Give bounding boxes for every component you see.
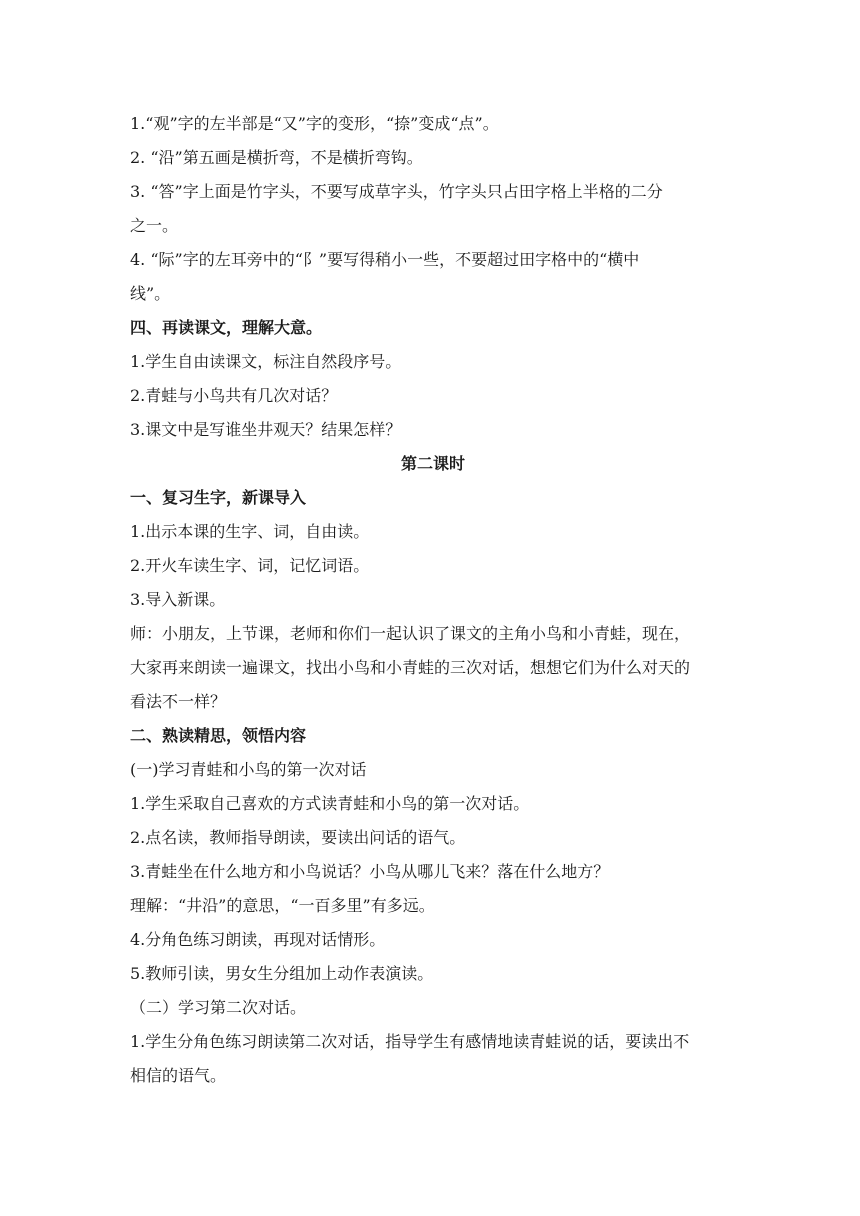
text-line-27: （二）学习第二次对话。 <box>130 998 307 1017</box>
text-line-5: 4. “际”字的左耳旁中的“阝”要写得稍小一些，不要超过田字格中的“横中 <box>130 250 640 269</box>
text-line-25: 4.分角色练习朗读，再现对话情形。 <box>130 930 386 949</box>
text-line-22: 2.点名读，教师指导朗读，要读出问话的语气。 <box>130 828 466 847</box>
text-line-10: 3.课文中是写谁坐井观天？结果怎样？ <box>130 420 402 439</box>
text-line-16: 师：小朋友，上节课，老师和你们一起认识了课文的主角小鸟和小青蛙，现在， <box>130 624 691 643</box>
section-heading-1: 一、复习生字，新课导入 <box>130 488 307 507</box>
text-line-18: 看法不一样？ <box>130 692 227 711</box>
text-line-20: (一)学习青蛙和小鸟的第一次对话 <box>130 760 367 779</box>
text-line-4: 之一。 <box>130 216 179 235</box>
text-line-26: 5.教师引读，男女生分组加上动作表演读。 <box>130 964 434 983</box>
text-line-1: 1.“观”字的左半部是“又”字的变形，“捺”变成“点”。 <box>130 114 499 133</box>
section-heading-2: 二、熟读精思，领悟内容 <box>130 726 307 745</box>
text-line-24: 理解：“井沿”的意思，“一百多里”有多远。 <box>130 896 435 915</box>
text-line-3: 3. “答”字上面是竹字头，不要写成草字头，竹字头只占田字格上半格的二分 <box>130 182 663 201</box>
text-line-6: 线”。 <box>130 284 171 303</box>
text-line-17: 大家再来朗读一遍课文，找出小鸟和小青蛙的三次对话，想想它们为什么对天的 <box>130 658 691 677</box>
text-line-29: 相信的语气。 <box>130 1066 227 1085</box>
text-line-9: 2.青蛙与小鸟共有几次对话？ <box>130 386 338 405</box>
text-line-15: 3.导入新课。 <box>130 590 226 609</box>
lesson-title: 第二课时 <box>400 454 465 473</box>
text-line-28: 1.学生分角色练习朗读第二次对话，指导学生有感情地读青蛙说的话，要读出不 <box>130 1032 690 1051</box>
text-line-23: 3.青蛙坐在什么地方和小鸟说话？小鸟从哪儿飞来？落在什么地方？ <box>130 862 610 881</box>
text-line-8: 1.学生自由读课文，标注自然段序号。 <box>130 352 402 371</box>
section-heading-4: 四、再读课文，理解大意。 <box>130 318 323 337</box>
text-line-21: 1.学生采取自己喜欢的方式读青蛙和小鸟的第一次对话。 <box>130 794 530 813</box>
text-line-14: 2.开火车读生字、词，记忆词语。 <box>130 556 370 575</box>
text-line-13: 1.出示本课的生字、词，自由读。 <box>130 522 370 541</box>
document-body <box>130 107 736 1093</box>
text-line-2: 2. “沿”第五画是横折弯，不是横折弯钩。 <box>130 148 423 167</box>
